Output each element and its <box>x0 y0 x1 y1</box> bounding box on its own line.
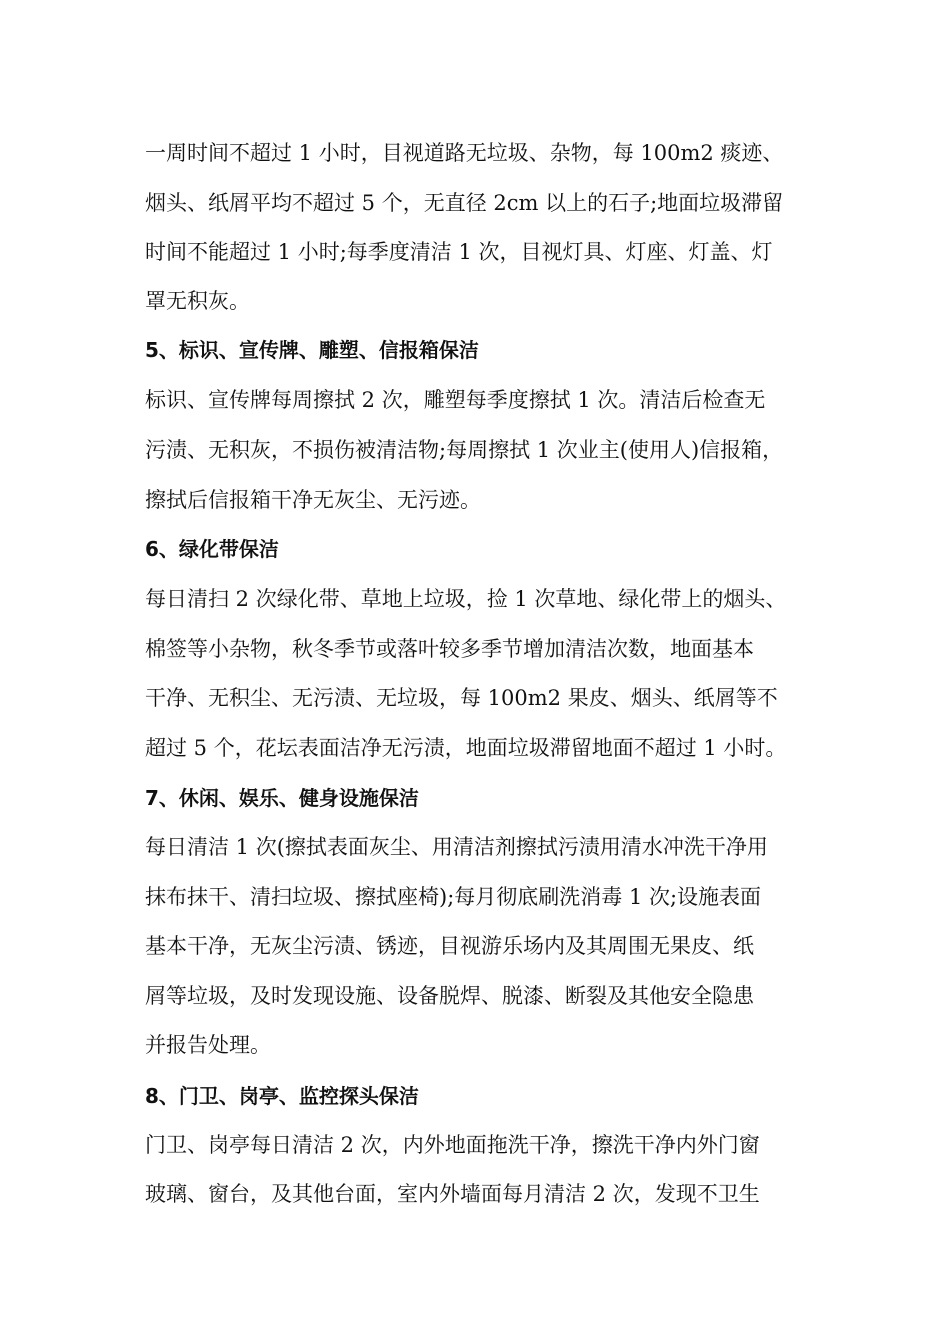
body-text-line: 每日清扫 2 次绿化带、草地上垃圾，捡 1 次草地、绿化带上的烟头、 <box>145 587 787 611</box>
body-text-line: 一周时间不超过 1 小时，目视道路无垃圾、杂物，每 100m2 痰迹、 <box>145 141 784 165</box>
body-text-line: 标识、宣传牌每周擦拭 2 次，雕塑每季度擦拭 1 次。清洁后检查无 <box>145 388 766 412</box>
body-text-line: 污渍、无积灰，不损伤被清洁物;每周擦拭 1 次业主(使用人)信报箱， <box>145 438 784 462</box>
body-text-line: 擦拭后信报箱干净无灰尘、无污迹。 <box>145 488 481 512</box>
section-heading: 8、门卫、岗亭、监控探头保洁 <box>145 1084 419 1108</box>
body-text-line: 门卫、岗亭每日清洁 2 次，内外地面拖洗干净，擦洗干净内外门窗 <box>145 1133 760 1157</box>
body-text-line: 时间不能超过 1 小时;每季度清洁 1 次，目视灯具、灯座、灯盖、灯 <box>145 240 773 264</box>
body-text-line: 罩无积灰。 <box>145 289 250 313</box>
body-text-line: 并报告处理。 <box>145 1033 271 1057</box>
body-text-line: 玻璃、窗台，及其他台面，室内外墙面每月清洁 2 次，发现不卫生 <box>145 1182 760 1206</box>
section-heading: 5、标识、宣传牌、雕塑、信报箱保洁 <box>145 338 479 362</box>
body-text-line: 每日清洁 1 次(擦拭表面灰尘、用清洁剂擦拭污渍用清水冲洗干净用 <box>145 835 768 859</box>
body-text-line: 抹布抹干、清扫垃圾、擦拭座椅);每月彻底刷洗消毒 1 次;设施表面 <box>145 885 762 909</box>
body-text-line: 超过 5 个，花坛表面洁净无污渍，地面垃圾滞留地面不超过 1 小时。 <box>145 736 787 760</box>
body-text-line: 棉签等小杂物，秋冬季节或落叶较多季节增加清洁次数，地面基本 <box>145 637 754 661</box>
section-heading: 7、休闲、娱乐、健身设施保洁 <box>145 786 419 810</box>
body-text-line: 干净、无积尘、无污渍、无垃圾，每 100m2 果皮、烟头、纸屑等不 <box>145 686 778 710</box>
section-heading: 6、绿化带保洁 <box>145 537 279 561</box>
body-text-line: 基本干净，无灰尘污渍、锈迹，目视游乐场内及其周围无果皮、纸 <box>145 934 754 958</box>
body-text-line: 烟头、纸屑平均不超过 5 个，无直径 2cm 以上的石子;地面垃圾滞留 <box>145 191 784 215</box>
body-text-line: 屑等垃圾，及时发现设施、设备脱焊、脱漆、断裂及其他安全隐患 <box>145 984 754 1008</box>
